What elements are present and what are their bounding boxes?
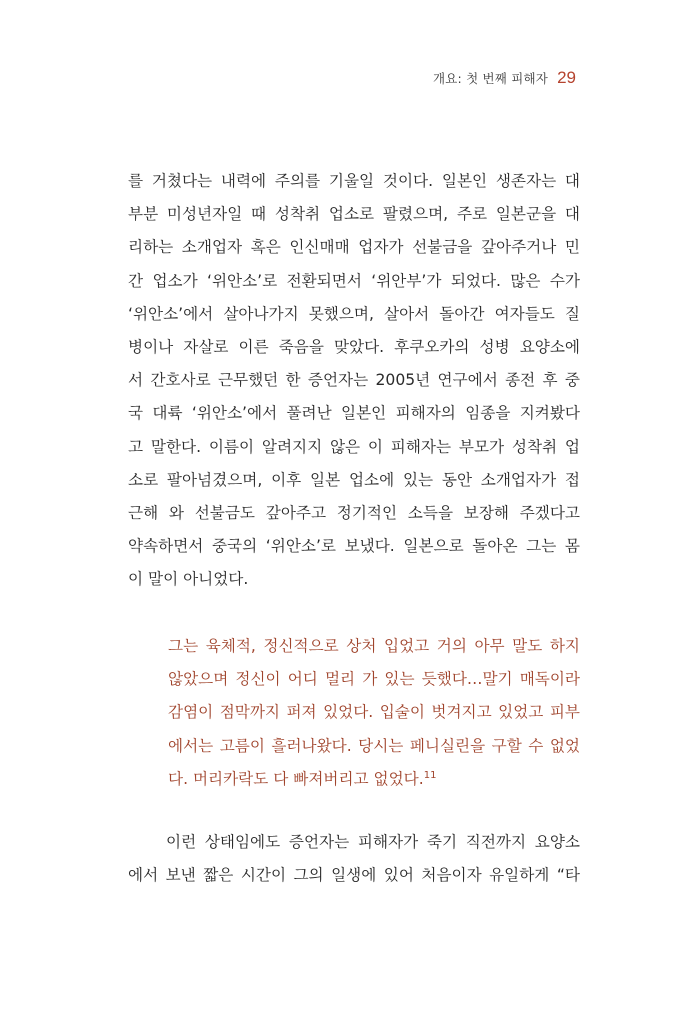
footnote-reference[interactable]: 11 — [423, 769, 437, 781]
text-line: 병이나 자살로 이른 죽음을 맞았다. 후쿠오카의 성병 요양소에 — [128, 338, 580, 357]
running-title: 개요: 첫 번째 피해자 — [432, 71, 549, 86]
quote-line: 그는 육체적, 정신적으로 상처 입었고 거의 아무 말도 하지 — [168, 637, 580, 655]
block-quote — [168, 630, 580, 796]
quote-line: 않았으며 정신이 어디 멀리 가 있는 듯했다…말기 매독이라 — [168, 670, 580, 689]
text-line: 를 거쳤다는 내력에 주의를 기울일 것이다. 일본인 생존자는 대 — [128, 172, 580, 190]
text-line: ‘위안소’에서 살아나가지 못했으며, 살아서 돌아간 여자들도 질 — [128, 304, 580, 323]
text-line: 이 말이 아니었다. — [128, 570, 249, 589]
quote-line: 에서는 고름이 흘러나왔다. 당시는 페니실린을 구할 수 없었 — [168, 736, 580, 755]
running-header — [433, 68, 576, 88]
text-line: 에서 보낸 짧은 시간이 그의 일생에 있어 처음이자 유일하게 “타 — [128, 866, 580, 885]
page-number: 29 — [557, 68, 576, 87]
text-line: 근해 와 선불금도 갚아주고 정기적인 소득을 보장해 주겠다고 — [128, 504, 580, 523]
text-line: 고 말한다. 이름이 알려지지 않은 이 피해자는 부모가 성착취 업 — [128, 437, 580, 456]
text-line: 부분 미성년자일 때 성착취 업소로 팔렸으며, 주로 일본군을 대 — [128, 205, 580, 224]
body-paragraph-1 — [128, 165, 580, 597]
text-line: 간 업소가 ‘위안소’로 전환되면서 ‘위안부’가 되었다. 많은 수가 — [128, 271, 580, 290]
body-paragraph-2 — [128, 826, 580, 892]
text-line-indented — [128, 826, 580, 859]
quote-line-text: 다. 머리카락도 다 빠져버리고 없었다. — [168, 769, 424, 788]
text-line: 리하는 소개업자 혹은 인신매매 업자가 선불금을 갚아주거나 민 — [128, 238, 580, 257]
quote-line: 감염이 점막까지 퍼져 있었다. 입술이 벗겨지고 있었고 피부 — [168, 703, 580, 722]
quote-line-last — [168, 763, 580, 796]
text-line: 국 대륙 ‘위안소’에서 풀려난 일본인 피해자의 임종을 지켜봤다 — [128, 404, 580, 423]
text-line-content: 이런 상태임에도 증언자는 피해자가 죽기 직전까지 요양소 — [166, 833, 580, 851]
text-line: 서 간호사로 근무했던 한 증언자는 2005년 연구에서 종전 후 중 — [128, 371, 580, 390]
text-line: 약속하면서 중국의 ‘위안소’로 보냈다. 일본으로 돌아온 그는 몸 — [128, 537, 580, 556]
text-line: 소로 팔아넘겼으며, 이후 일본 업소에 있는 동안 소개업자가 접 — [128, 470, 580, 489]
